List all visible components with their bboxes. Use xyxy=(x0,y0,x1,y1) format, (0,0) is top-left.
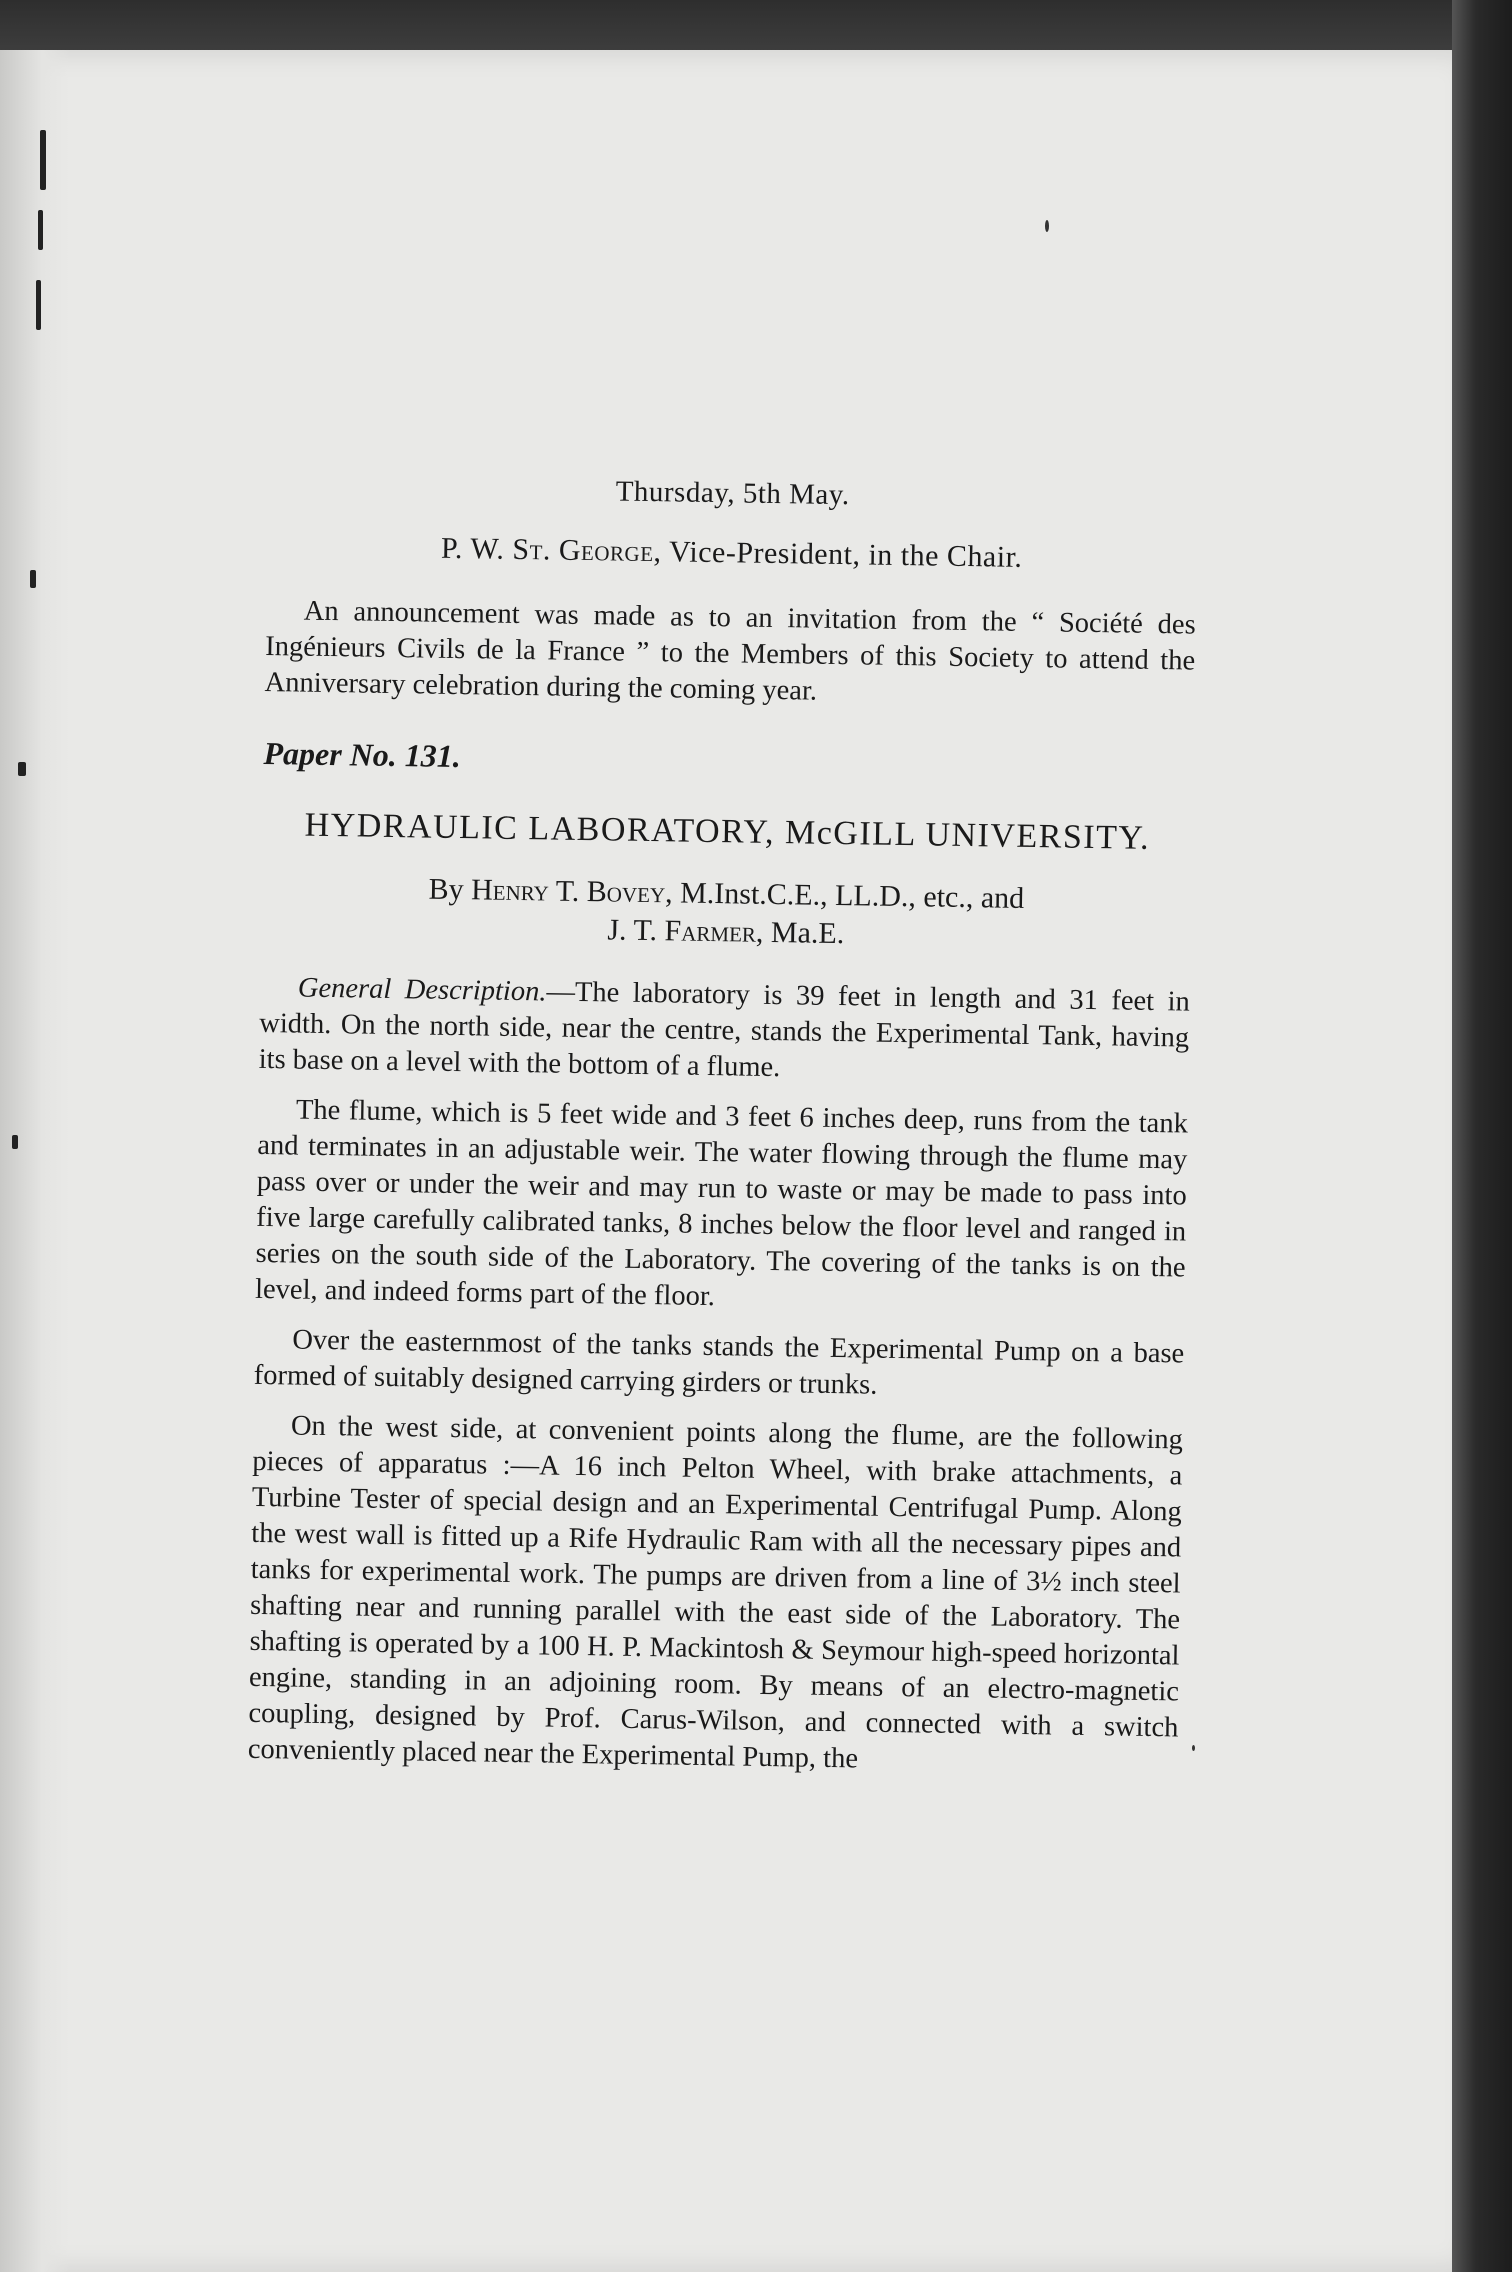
scan-border-right xyxy=(1452,0,1512,2272)
announcement: An announcement was made as to an invitation from the “ Société des Ingénieurs Civils de la France ” to the Members of this Society to attend the Anniversary celebration during the coming year. xyxy=(264,595,1196,707)
chair-name: P. W. St. George xyxy=(440,531,654,569)
section-heading: General Description. xyxy=(297,972,547,1008)
paragraph-pump: Over the easternmost of the tanks stands the Experimental Pump on a base formed of suitably designed carrying girders or trunks. xyxy=(253,1324,1185,1401)
speck xyxy=(1192,1745,1195,1751)
binding-mark xyxy=(12,1135,18,1149)
author-1-credentials: , M.Inst.C.E., LL.D., etc., and xyxy=(664,876,1025,915)
paragraph-flume: The flume, which is 5 feet wide and 3 feet 6 inches deep, runs from the tank and terminates in an adjustable weir. The water flowing through the flume may pass over or under the weir and may run to waste or may be made to pass into five large carefully calibrated tanks, 8 inches below the floor level and ranged in series on the south side of the Laboratory. The covering of the tanks is on the level, and indeed forms part of the floor. xyxy=(254,1094,1189,1313)
binding-mark xyxy=(30,570,36,588)
chair-line xyxy=(267,529,1197,578)
paper-number: Paper No. 131. xyxy=(263,734,462,775)
paper-title: HYDRAULIC LABORATORY, McGILL UNIVERSITY. xyxy=(304,806,1151,857)
binding-mark xyxy=(40,130,46,190)
byline-prefix: By xyxy=(428,872,472,907)
binding-mark xyxy=(18,762,26,776)
author-2: J. T. Farmer xyxy=(607,913,757,949)
byline xyxy=(261,868,1192,959)
speck xyxy=(1045,220,1049,232)
author-2-credentials: , Ma.E. xyxy=(755,915,845,951)
binding-mark xyxy=(38,210,43,250)
binding-mark xyxy=(36,280,41,330)
author-1: Henry T. Bovey xyxy=(470,873,666,910)
page-text xyxy=(248,470,1198,1782)
paragraph-1-text: —The laboratory is 39 feet in length and 31 feet in width. On the north side, near the centre, stands the Experimental Tank, having its base on a level with the bottom of a flume. xyxy=(258,976,1191,1084)
meeting-date: Thursday, 5th May. xyxy=(615,475,850,512)
paragraph-apparatus: On the west side, at convenient points along the flume, are the following pieces of apparatus :—A 16 inch Pelton Wheel, with brake attachments, a Turbine Tester of special design and an Experimental Centrifugal Pump. Along the west wall is fitted up a Rife Hydraulic Ram with all the necessary pipes and tanks for experimental work. The pumps are driven from a line of 3½ inch steel shafting near and running parallel with the east side of the Laboratory. The shafting is operated by a 100 H. P. Mackintosh & Seymour high-speed horizontal engine, standing in an adjoining room. By means of an electro-magnetic coupling, designed by Prof. Carus-Wilson, and connected with a switch conveniently placed near the Experimental Pump, the xyxy=(247,1410,1184,1775)
paragraph-general-description xyxy=(258,970,1190,1093)
chair-role: , Vice-President, in the Chair. xyxy=(653,535,1023,574)
page-binding xyxy=(0,50,70,2272)
